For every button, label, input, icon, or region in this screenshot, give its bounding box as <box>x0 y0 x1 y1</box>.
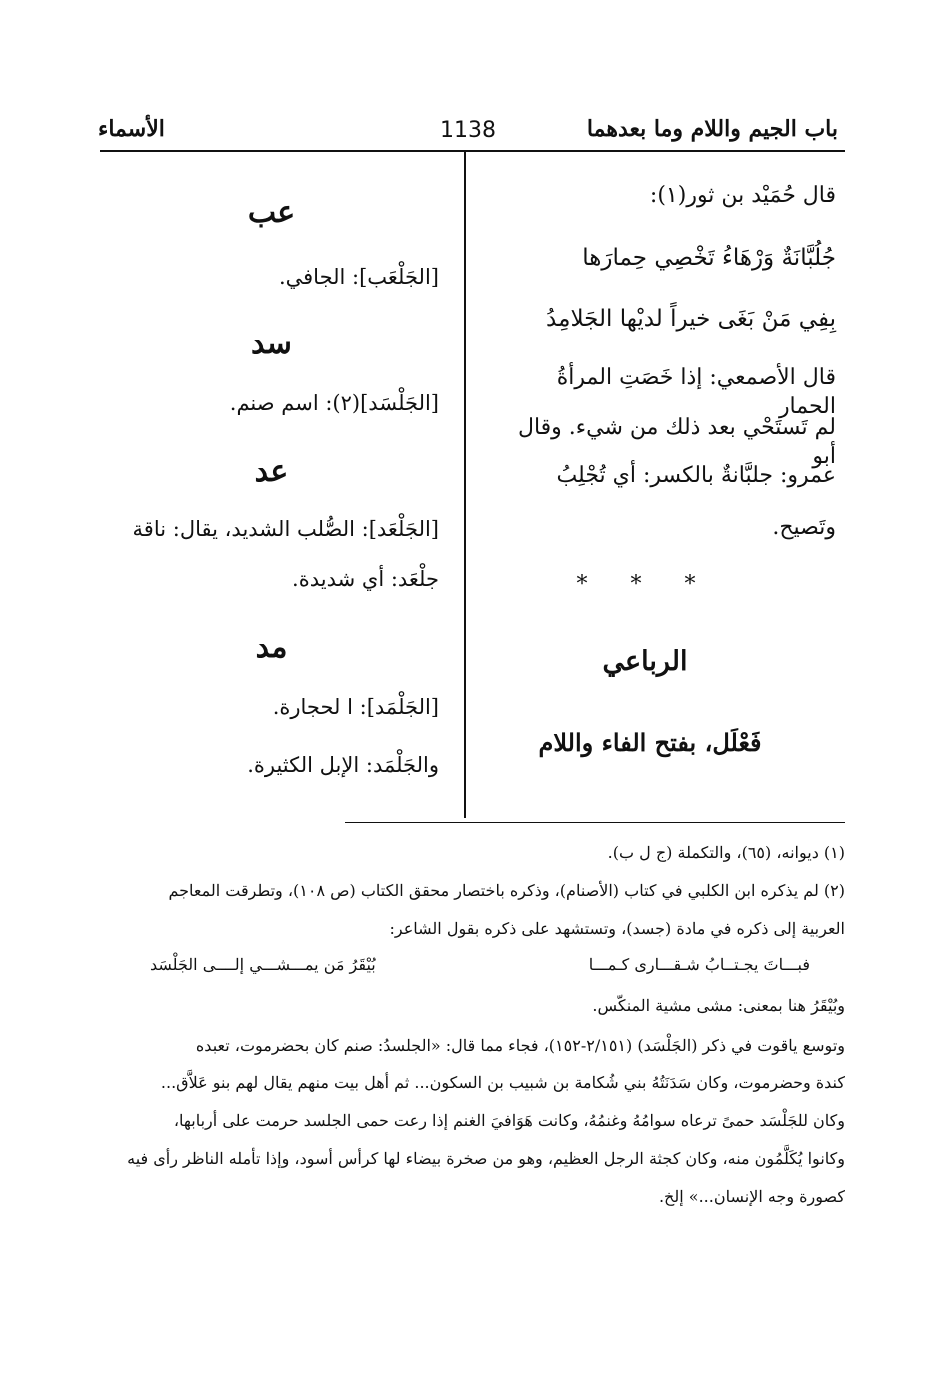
text-line: وتَصيح. <box>772 515 836 540</box>
section-heading: الرباعي <box>602 646 688 677</box>
footnote-rule <box>345 822 845 823</box>
column-divider <box>464 150 466 818</box>
verse-first-hemistich: فبـــاتَ يجـتــابُ شـقـــارى كـمـــا <box>588 955 810 974</box>
entry-line: [الجَلْسَد](٢): اسم صنم. <box>229 391 439 415</box>
root-heading: مد <box>255 630 288 665</box>
entry-line: [الجَلْعَب]: الجافي. <box>278 265 439 289</box>
chapter-title: باب الجيم واللام وما بعدهما <box>586 116 838 142</box>
verse-second-hemistich: بُيْقَرُ مَن يمـــشـــي إلــــى الجَلْسَد <box>150 955 376 974</box>
entry-line: جلْعَد: أي شديدة. <box>292 567 439 591</box>
entry-line: [الجَلْعَد]: الصُّلب الشديد، يقال: ناقة <box>132 517 439 541</box>
text-line: لم تَستَحْي بعد ذلك من شيء. وقال أبو <box>517 415 836 469</box>
header-rule <box>100 150 845 152</box>
footnote-line: وكانوا يُكَلَّمُون منه، وكان كجثة الرجل العظيم، وهو من صخرة بيضاء لها كرأس أسود، وإذا تأمله الناظر رأى فيه <box>127 1149 845 1168</box>
root-heading: عب <box>247 195 296 230</box>
footnote-line: كندة وحضرموت، وكان سَدَنَتُهُ بني شُكامة بن شبيب بن السكون... ثم أهل بيت منهم يقال لهم بنو عَلاَّق... <box>160 1073 845 1092</box>
subheading: فَعْلَل، بفتح الفاء واللام <box>538 728 762 757</box>
entry-line: [الجَلْمَد]: ا لحجارة. <box>272 695 439 719</box>
page-number: 1138 <box>440 118 496 143</box>
verse-line: جُلُبَّانَةٌ وَرْهَاءُ تَخْصِي حِمارَها <box>582 245 836 271</box>
section-separator: * * * <box>576 572 714 597</box>
footnote-line: وكان للجَلْسَد حمىً ترعاه سوامُهُ وغنمُهُ، وكانت هَوَافيَ الغنم إذا رعت حمى الجلسد حرمت على أربابها، <box>173 1111 845 1130</box>
root-heading: سد <box>251 326 292 361</box>
footnote-line: وتوسع ياقوت في ذكر (الجَلْسَد) (٢/١٥١-١٥٢)، فجاء مما قال: «الجلسدُ: صنم كان بحضرموت، تعبده <box>195 1036 845 1055</box>
footnote-line: وبُيْقَرُ هنا بمعنى: مشى مشية المنكّس. <box>592 996 845 1015</box>
text-line: عمرو: جلبَّانةٌ بالكسر: أي تُجْلِبُ <box>556 463 836 488</box>
text-line: قال الأصمعي: إذا خَصَتِ المرأةُ الحمار <box>556 365 836 419</box>
footnote-2-line: العربية إلى ذكره في مادة (جسد)، وتستشهد على ذكره بقول الشاعر: <box>389 919 845 938</box>
section-title: الأسماء <box>98 116 165 142</box>
root-heading: عد <box>254 454 289 489</box>
footnote-verse <box>150 955 810 974</box>
footnote-line: كصورة وجه الإنسان...» إلخ. <box>658 1187 845 1206</box>
text-line: قال حُمَيْد بن ثور(١): <box>649 183 836 208</box>
footnote-1: (١) ديوانه، (٦٥)، والتكملة (ج ل ب). <box>607 843 845 862</box>
verse-line: بِفِي مَنْ بَغَى خيراً لديْها الجَلامِدُ <box>546 306 836 332</box>
entry-line: والجَلْمَد: الإبل الكثيرة. <box>247 753 439 777</box>
footnote-2-line: (٢) لم يذكره ابن الكلبي في كتاب (الأصنام)، وذكره باختصار محقق الكتاب (ص ١٠٨)، وتطرقت المعاجم <box>168 881 845 900</box>
